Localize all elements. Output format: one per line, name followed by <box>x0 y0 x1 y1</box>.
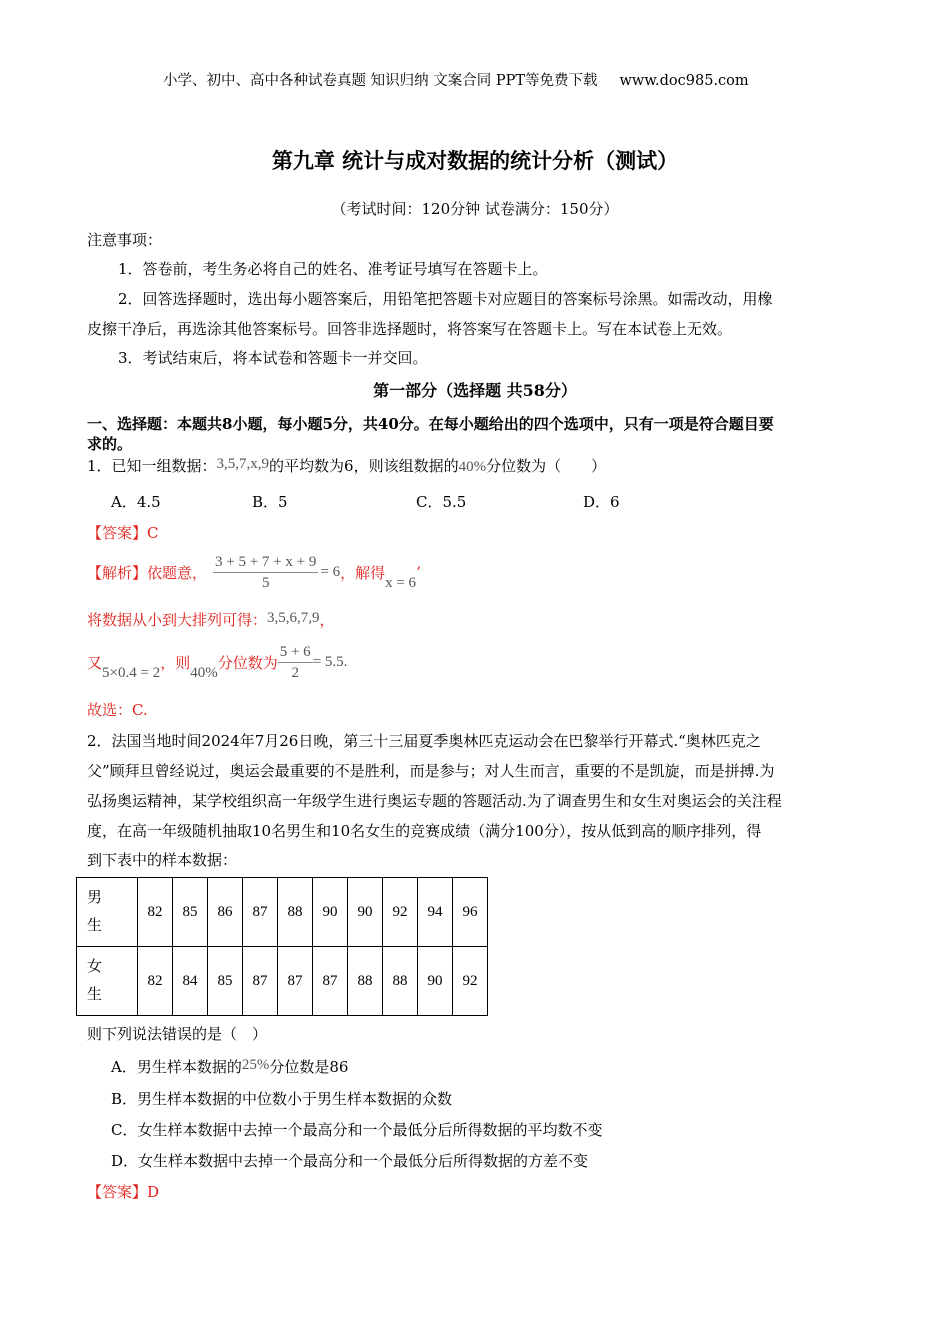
q2-stem: 弘扬奥运精神，某学校组织高一年级学生进行奥运专题的答题活动.为了调查男生和女生对奥运会的关注程 <box>87 792 782 810</box>
cell: 94 <box>418 878 453 947</box>
q2-question: 则下列说法错误的是（ ） <box>87 1025 268 1043</box>
cell: 87 <box>243 947 278 1016</box>
section-heading: 一、选择题：本题共8小题，每小题5分，共40分。在每小题给出的四个选项中，只有一项是符合题目要 <box>87 415 774 433</box>
q1-explanation-3: 又5×0.4 = 2，则40%分位数为 $\frac{5 + 6}{2}$ = 5.5. <box>87 644 348 681</box>
cell: 90 <box>348 878 383 947</box>
cell: 92 <box>383 878 418 947</box>
q2-stem: 2．法国当地时间2024年7月26日晚，第三十三届夏季奥林匹克运动会在巴黎举行开幕式.“奥林匹克之 <box>87 732 761 750</box>
cell: 88 <box>348 947 383 1016</box>
table-row-female: 女 生 82 84 85 87 87 87 88 88 90 92 <box>77 947 488 1016</box>
notice-item: 2．回答选择题时，选出每小题答案后，用铅笔把答题卡对应题目的答案标号涂黑。如需改动，用橡 <box>118 290 773 308</box>
q2-stem: 父”顾拜旦曾经说过，奥运会最重要的不是胜利，而是参与；对人生而言，重要的不是凯旋，而是拼搏.为 <box>87 762 775 780</box>
q1-option-a[interactable]: A．4.5 <box>111 493 161 511</box>
q1-answer: 【答案】C <box>87 524 159 542</box>
cell: 96 <box>453 878 488 947</box>
cell: 90 <box>418 947 453 1016</box>
cell: 85 <box>208 947 243 1016</box>
cell: 92 <box>453 947 488 1016</box>
section-heading-cont: 求的。 <box>87 435 133 453</box>
q1-option-d[interactable]: D．6 <box>583 493 620 511</box>
page-title: 第九章 统计与成对数据的统计分析（测试） <box>271 149 679 173</box>
table-row-male: 男 生 82 85 86 87 88 90 90 92 94 96 <box>77 878 488 947</box>
notice-item: 皮擦干净后，再选涂其他答案标号。回答非选择题时，将答案写在答题卡上。写在本试卷上无效。 <box>87 320 733 338</box>
q2-option-c[interactable]: C．女生样本数据中去掉一个最高分和一个最低分后所得数据的平均数不变 <box>111 1121 603 1139</box>
notice-heading: 注意事项： <box>87 231 163 249</box>
q1-option-c[interactable]: C．5.5 <box>416 493 467 511</box>
part-heading: 第一部分（选择题 共58分） <box>373 381 577 400</box>
q2-answer: 【答案】D <box>87 1183 160 1201</box>
q1-stem: 1．已知一组数据：3,5,7,x,9的平均数为6，则该组数据的40%分位数为（ ） <box>87 456 607 475</box>
q1-explanation-2: 将数据从小到大排列可得：3,5,6,7,9， <box>87 610 335 629</box>
cell: 82 <box>138 947 173 1016</box>
cell: 87 <box>278 947 313 1016</box>
site-link[interactable]: www.doc985.com <box>619 73 749 89</box>
notice-item: 1．答卷前，考生务必将自己的姓名、准考证号填写在答题卡上。 <box>118 260 548 278</box>
notice-item: 3．考试结束后，将本试卷和答题卡一并交回。 <box>118 349 428 367</box>
q1-option-b[interactable]: B．5 <box>252 493 288 511</box>
q2-option-d[interactable]: D．女生样本数据中去掉一个最高分和一个最低分后所得数据的方差不变 <box>111 1152 589 1170</box>
score-table <box>76 877 488 1016</box>
q2-option-b[interactable]: B．男生样本数据的中位数小于男生样本数据的众数 <box>111 1090 453 1108</box>
q2-stem: 度，在高一年级随机抽取10名男生和10名女生的竞赛成绩（满分100分），按从低到高的顺序排列，得 <box>87 822 762 840</box>
banner-text: 小学、初中、高中各种试卷真题 知识归纳 文案合同 PPT等免费下载 <box>163 73 598 89</box>
q1-choose: 故选：C. <box>87 701 148 719</box>
cell: 86 <box>208 878 243 947</box>
header-banner <box>163 69 749 90</box>
cell: 88 <box>383 947 418 1016</box>
cell: 85 <box>173 878 208 947</box>
cell: 90 <box>313 878 348 947</box>
cell: 87 <box>243 878 278 947</box>
cell: 82 <box>138 878 173 947</box>
q2-option-a[interactable]: A．男生样本数据的25%分位数是86 <box>111 1057 349 1076</box>
q1-explanation-1: 【解析】依题意， $\frac{3 + 5 + 7 + x + 9}{5}$ = 6，解得x = 6’ <box>87 554 421 591</box>
cell: 87 <box>313 947 348 1016</box>
exam-info: （考试时间：120分钟 试卷满分：150分） <box>331 200 619 218</box>
q2-stem: 到下表中的样本数据： <box>87 851 238 869</box>
cell: 84 <box>173 947 208 1016</box>
cell: 88 <box>278 878 313 947</box>
